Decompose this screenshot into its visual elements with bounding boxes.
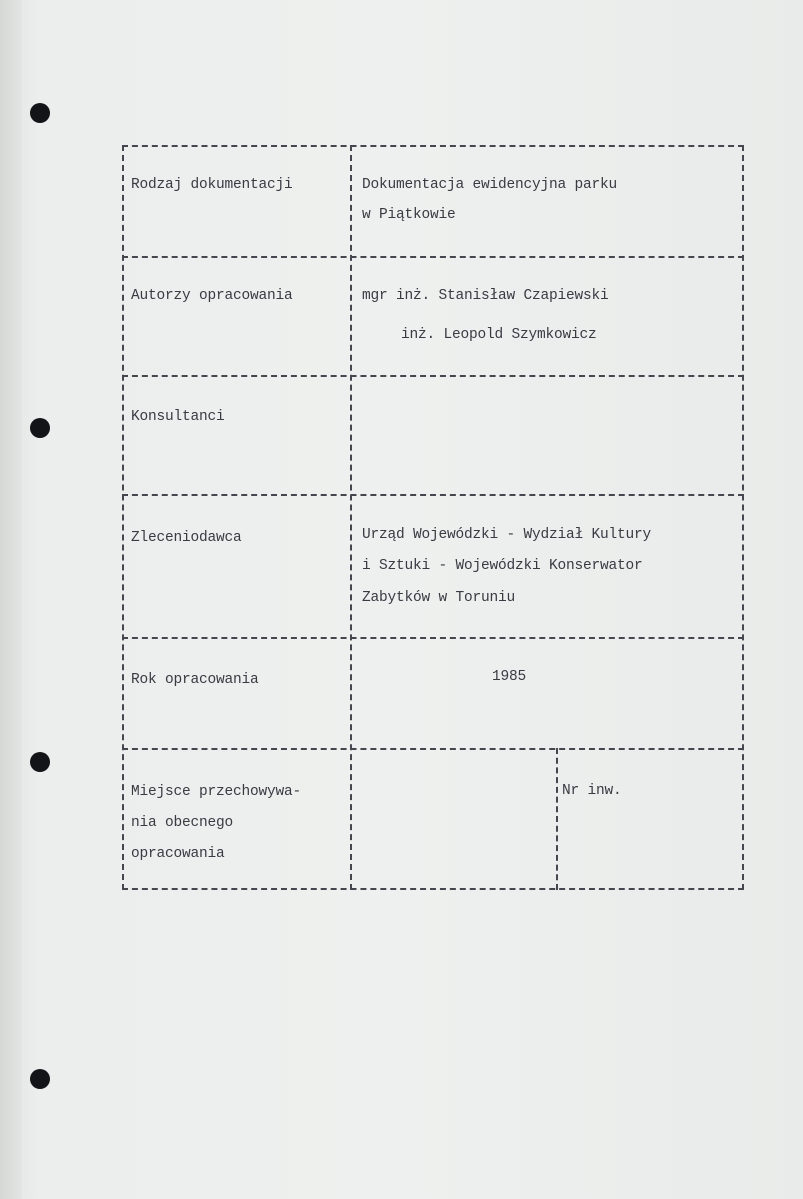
- value-commissioning-line-1: Urząd Wojewódzki - Wydział Kultury: [362, 527, 652, 543]
- row-divider: [122, 637, 744, 639]
- inventory-divider: [556, 748, 558, 890]
- table-border-left: [122, 145, 124, 890]
- table-border-right: [742, 145, 744, 890]
- table-border-top: [122, 145, 744, 147]
- value-author-2: inż. Leopold Szymkowicz: [401, 327, 597, 343]
- label-year: Rok opracowania: [131, 672, 259, 688]
- label-consultants: Konsultanci: [131, 409, 225, 425]
- row-divider: [122, 256, 744, 258]
- label-commissioning-party: Zleceniodawca: [131, 530, 242, 546]
- label-storage-location-line-3: opracowania: [131, 846, 225, 862]
- column-divider: [350, 145, 352, 890]
- punch-hole: [30, 418, 50, 438]
- punch-hole: [30, 103, 50, 123]
- row-divider: [122, 494, 744, 496]
- punch-hole: [30, 752, 50, 772]
- value-commissioning-line-2: i Sztuki - Wojewódzki Konserwator: [362, 558, 643, 574]
- row-divider: [122, 748, 744, 750]
- value-documentation-type-line-2: w Piątkowie: [362, 207, 456, 223]
- value-year: 1985: [492, 669, 527, 685]
- label-storage-location-line-2: nia obecnego: [131, 815, 234, 831]
- row-divider: [122, 375, 744, 377]
- page-left-edge: [0, 0, 22, 1199]
- label-storage-location-line-1: Miejsce przechowywa-: [131, 784, 302, 800]
- label-inventory-number: Nr inw.: [562, 783, 622, 799]
- value-commissioning-line-3: Zabytków w Toruniu: [362, 590, 516, 606]
- punch-hole: [30, 1069, 50, 1089]
- value-documentation-type-line-1: Dokumentacja ewidencyjna parku: [362, 177, 618, 193]
- label-authors: Autorzy opracowania: [131, 288, 293, 304]
- label-documentation-type: Rodzaj dokumentacji: [131, 177, 293, 193]
- table-border-bottom: [122, 888, 744, 890]
- value-author-1: mgr inż. Stanisław Czapiewski: [362, 288, 609, 304]
